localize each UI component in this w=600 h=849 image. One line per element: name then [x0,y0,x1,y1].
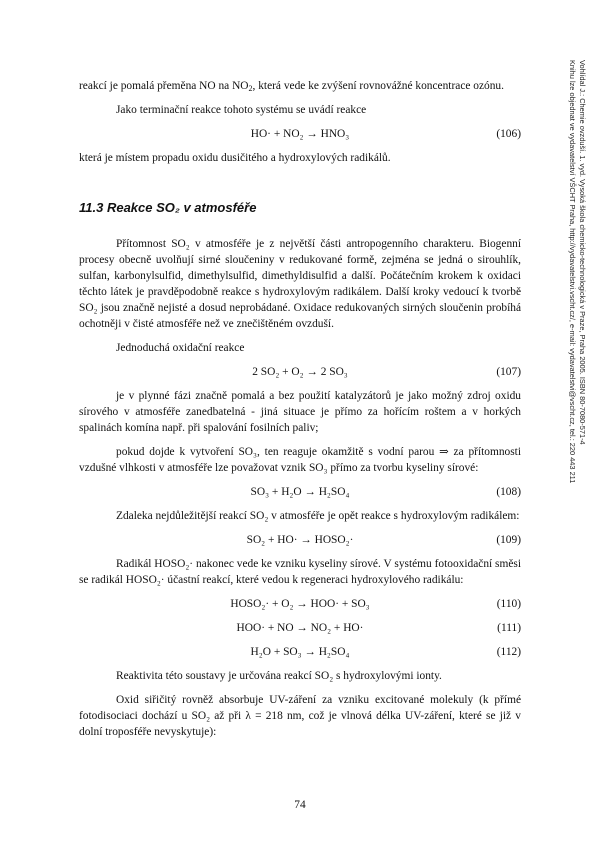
equation-109 [79,532,521,548]
paragraph: Přítomnost SO₂ v atmosféře je z největší části antropogenního charakteru. Biogenní procesy obecně uvolňují sirné sloučeniny v redukované formě, zejména se jedná o sirouhlík, sulfan, karbonylsulfid, dimethylsulfid, dimethyldisulfid a další. Počátečním krokem k oxidaci těchto látek je pravděpodobně reakce s hydroxylovým radikálem. Další kroky vedoucí k tvorbě SO₂ jsou značně nejisté a dosud neprobádané. Oxidace redukovaných sirných sloučenin probíhá ochotněji v čisté atmosféře než ve znečištěném ovzduší. [79,238,521,330]
paragraph [79,78,521,94]
page-number: 74 [294,799,306,811]
paragraph: Reaktivita této soustavy je určována reakcí SO₂ s hydroxylovými ionty. [116,670,442,682]
equation-number: (108) [496,486,521,498]
paragraph: Jednoduchá oxidační reakce [116,342,245,354]
paragraph: pokud dojde k vytvoření SO₃, ten reaguje okamžitě s vodní parou ⇒ za přítomnosti vzdušné vlhkosti v atmosféře lze považovat vznik SO₃ přímo za tvorbu kyseliny sírové: [79,446,521,474]
equation-formula: 2 SO₂ + O₂ → 2 SO₃ [252,366,348,378]
equation-number: (106) [496,128,521,140]
text: , která vede ke zvýšení rovnovážné koncentrace ozónu. [252,80,504,92]
subscript: 2 [248,84,253,93]
equation-number: (109) [496,534,521,546]
equation-106 [79,126,521,142]
page-content [79,78,521,740]
paragraph: Zdaleka nejdůležitější reakcí SO₂ v atmosféře je opět reakce s hydroxylovým radikálem: [116,510,520,522]
equation-110 [79,596,521,612]
equation-formula: SO₃ + H₂O → H₂SO₄ [250,486,350,498]
equation-formula: H₂O + SO₃ → H₂SO₄ [250,646,350,658]
paragraph: která je místem propadu oxidu dusičitého a hydroxylových radikálů. [79,152,391,164]
equation-formula: HOO· + NO → NO₂ + HO· [236,622,364,634]
equation-number: (112) [496,646,521,658]
equation-formula: SO₂ + HO· → HOSO₂· [246,534,354,546]
equation-112 [79,644,521,660]
equation-number: (111) [497,622,521,634]
publisher-line: Knihu lze objednat ve vydavatelství VŠCHT Praha, http://vydavatelstvi.vscht.cz/, e-mail: vydavatelstvi@vscht.cz, tel.: 220 443 211 [568,60,577,484]
citation-line: Vohlídal J.: Chemie ovzduší. 1. vyd. Vysoká škola chemicko-technologická v Praze, Praha 2005. ISBN 80-7080-571-4 [578,60,587,445]
equation-formula: HOSO₂· + O₂ → HOO· + SO₃ [230,598,370,610]
paragraph: Oxid siřičitý rovněž absorbuje UV-záření za vzniku excitované molekuly (k přímé fotodisociaci dochází u SO₂ až při λ = 218 nm, což je vlnová délka UV-záření, které se již v dolní troposféře nevyskytuje): [79,694,521,738]
paragraph: je v plynné fázi značně pomalá a bez použití katalyzátorů je jako možný zdroj oxidu sírového v atmosféře zanedbatelná - jiná situace je přímo za hořícím roštem a v horkých spalinách komína např. při spalování fosilních paliv; [79,390,521,434]
text: reakcí je pomalá přeměna NO na NO [79,80,249,92]
equation-111 [79,620,521,636]
equation-number: (107) [496,366,521,378]
paragraph: Jako terminační reakce tohoto systému se uvádí reakce [116,104,367,116]
section-heading: 11.3 Reakce SO₂ v atmosféře [79,200,257,215]
side-citation-note [567,60,587,700]
equation-107 [79,364,521,380]
equation-108 [79,484,521,500]
equation-number: (110) [496,598,521,610]
equation-formula: HO· + NO₂ → HNO₃ [250,128,350,140]
paragraph: Radikál HOSO₂· nakonec vede ke vzniku kyseliny sírové. V systému fotooxidační směsi se radikál HOSO₂· účastní reakcí, které vedou k regeneraci hydroxylového radikálu: [79,558,521,586]
